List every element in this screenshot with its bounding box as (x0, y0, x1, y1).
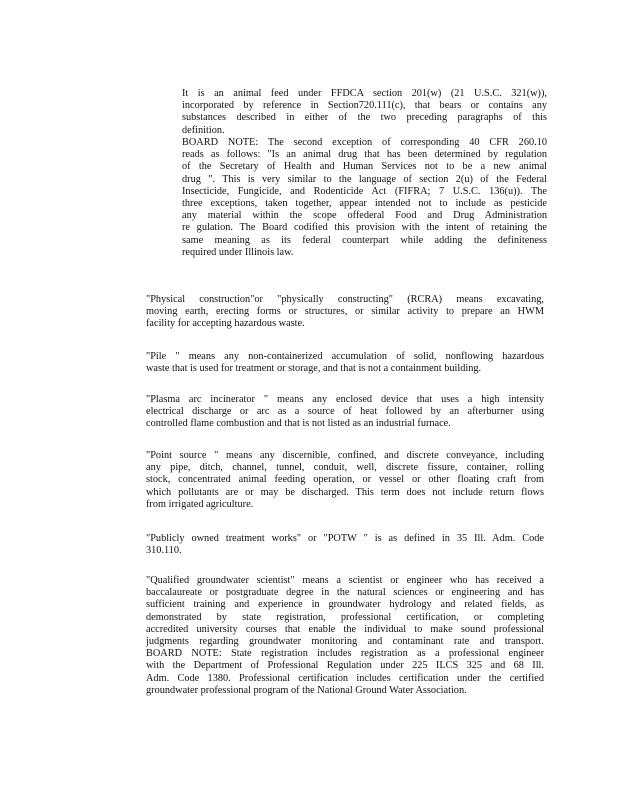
text-line: same meaning as its federal counterpart while adding the definiteness (182, 234, 547, 246)
text-line: stock, concentrated animal feeding operation, or vessel or other floating craft from (146, 474, 544, 486)
text-line: any material within the scope offederal Food and Drug Administration (182, 210, 547, 222)
text-line: substances described in either of the two preceding paragraphs of this (182, 112, 547, 124)
text-line: sufficient training and experience in groundwater hydrology and related fields, as (146, 599, 544, 611)
text-line: with the Department of Professional Regulation under 225 ILCS 325 and 68 Ill. (146, 660, 544, 672)
definition-potw (146, 533, 544, 557)
text-line: "Point source " means any discernible, confined, and discrete conveyance, including (146, 450, 544, 461)
definition-pile (146, 351, 544, 375)
text-line: waste that is used for treatment or storage, and that is not a containment building. (146, 363, 482, 375)
text-line: Insecticide, Fungicide, and Rodenticide Act (FIFRA; 7 U.S.C. 136(u)). The (182, 185, 547, 197)
text-line: demonstrated by state registration, professional certification, or completing (146, 611, 544, 623)
text-line: accredited university courses that enable the individual to make sound professional (146, 623, 544, 635)
text-line: "Plasma arc incinerator " means any enclosed device that uses a high intensity (146, 394, 544, 405)
text-line: BOARD NOTE: State registration includes registration as a professional engineer (146, 648, 544, 660)
text-line: any pipe, ditch, channel, tunnel, conduit, well, discrete fissure, container, rolling (146, 462, 544, 474)
definition-physical-construction (146, 294, 544, 331)
text-line: facility for accepting hazardous waste. (146, 318, 305, 330)
animal-feed-paragraph (182, 88, 547, 137)
text-line: drug ". This is very similar to the language of section 2(u) of the Federal (182, 173, 547, 185)
text-line: moving earth, erecting forms or structures, or similar activity to prepare an HWM (146, 306, 544, 318)
text-line: "Qualified groundwater scientist" means a scientist or engineer who has received a (146, 575, 544, 586)
text-line: 310.110. (146, 545, 182, 557)
text-line: electrical discharge or arc as a source of heat followed by an afterburner using (146, 406, 544, 418)
board-note-paragraph (182, 137, 547, 259)
text-line: from irrigated agriculture. (146, 498, 254, 510)
text-line: which pollutants are or may be discharged. This term does not include return flows (146, 486, 544, 498)
text-line: groundwater professional program of the National Ground Water Association. (146, 684, 467, 696)
text-line: baccalaureate or postgraduate degree in the natural sciences or engineering and has (146, 587, 544, 599)
definition-qualified-groundwater-scientist (146, 575, 544, 697)
text-line: re gulation. The Board codified this provision with the intent of retaining the (182, 222, 547, 234)
text-line: of the Secretary of Health and Human Services not to be a new animal (182, 161, 547, 173)
text-line: controlled flame combustion and that is not listed as an industrial furnace. (146, 418, 451, 430)
text-line: reads as follows: "Is an animal drug that has been determined by regulation (182, 149, 547, 161)
text-line: "Publicly owned treatment works" or "POTW " is as defined in 35 Ill. Adm. Code (146, 533, 544, 544)
text-line: judgments regarding groundwater monitoring and contaminant rate and transport. (146, 636, 544, 648)
text-line: BOARD NOTE: The second exception of corresponding 40 CFR 260.10 (182, 137, 547, 148)
text-line: required under Illinois law. (182, 246, 294, 258)
text-line: Adm. Code 1380. Professional certification includes certification under the certified (146, 672, 544, 684)
text-line: incorporated by reference in Section720.111(c), that bears or contains any (182, 100, 547, 112)
definition-point-source (146, 450, 544, 511)
definition-plasma-arc-incinerator (146, 394, 544, 431)
text-line: definition. (182, 124, 225, 136)
text-line: "Physical construction"or "physically constructing" (RCRA) means excavating, (146, 294, 544, 305)
text-line: It is an animal feed under FFDCA section 201(w) (21 U.S.C. 321(w)), (182, 88, 547, 99)
text-line: three exceptions, taken together, appear intended not to include as pesticide (182, 198, 547, 210)
text-line: "Pile " means any non-containerized accumulation of solid, nonflowing hazardous (146, 351, 544, 362)
